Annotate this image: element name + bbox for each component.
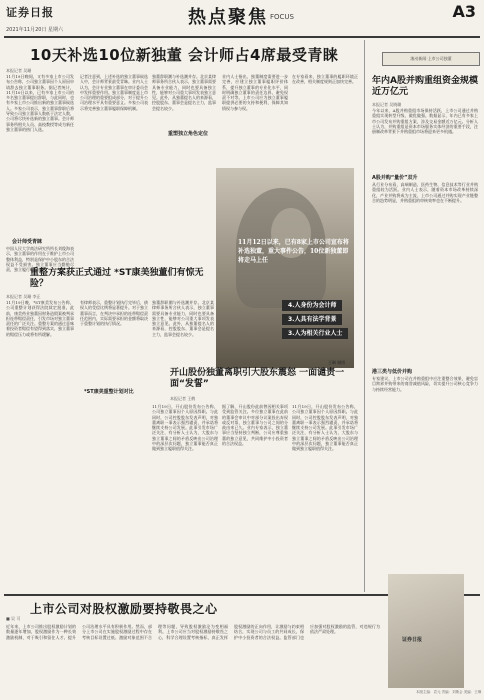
side-subhead-1: A股并购“量价”双升 xyxy=(372,175,418,181)
side-body-3: 专家建议，上市公司在并购重组中应注重整合效果，避免盲目跨界并购带来的商誉减值风险，切实提升公司核心竞争力与持续经营能力。 xyxy=(372,376,478,392)
photo-tag-2: 3.人具有法学背景 xyxy=(282,314,342,325)
main-body-col2: 记者注意到，上述补选的独立董事候选人中，会计师背景最受青睐。业内人士认为，会计专业独立董事在审计委员会中发挥重要作用。独立董事制度是上市公司治理的重要组成部分，对于提升公司治理水平具有重要意义。多家公司表示将完善独立董事履职保障机制。 xyxy=(80,74,148,111)
story2-byline: 本报记者 王鹤 xyxy=(170,396,196,401)
photo-tag-1: 4.人身份为会计师 xyxy=(282,300,342,311)
story2-body-3: 11月19日，开山股份发布公告称，公司独立董事因个人原因辞职。与此同时，公司控股股东发表声明，对独董离职一事表示强烈谴责，并承诺将继续支持公司发展。此事引发市场广泛关注，有分析人士认为，大股东与独立董事之间的矛盾反映出公司治理中的深层次问题，独立董事能否真正做到独立履职值得关注。 xyxy=(292,404,358,452)
newspaper-logo: 证券日报 xyxy=(6,6,54,19)
photo-caption: 11月12日以来，已有8家上市公司宣布将补选独董，重大事件公告，10位新独董即将走马上任 xyxy=(238,239,349,264)
story2-headline: 开山股份独董离职引大股东震怒 一面谴责一面“发誓” xyxy=(170,368,345,389)
main-byline: 本报记者 吴珊 xyxy=(6,68,32,73)
page-footer: 本版主编：袁元 责编：刘斯会 美编：王琳 xyxy=(416,690,482,694)
ad-label: 证券日报 xyxy=(402,637,423,643)
main-body-col4: 业内人士指出，独董制度需要进一步完善，应建立独立董事履职评价体系，提升独立董事的专业化水平，同时明确独立董事的责任边界，避免权责不对等。上市公司应为独立董事履职提供必要的支持和便利，保障其知情权与参与权。 xyxy=(222,74,288,111)
main-headline: 10天补选10位新独董 会计师占4席最受青睐 xyxy=(30,46,339,64)
story2-body: 11月19日，开山股份发布公告称，公司独立董事因个人原因辞职。与此同时，公司控股股东发表声明，对独董离职一事表示强烈谴责，并承诺将继续支持公司发展。此事引发市场广泛关注，有分析人士认为，大股东与独立董事之间的矛盾反映出公司治理中的深层次问题，独立董事能否真正做到独立履职值得关注。 xyxy=(152,404,218,452)
bottom-body: 近年来，上市公司推出股权激励计划的数量逐年增加，股权激励作为一种长效激励机制，对于吸引和留住人才、提升公司治理水平具有积极作用。然而，部分上市公司在实施股权激励过程中存在考核目标设置过低、激励对象范围不合理等问题，导致股权激励沦为变相福利。上市公司应当对股权激励持敬畏之心，科学合理设置考核指标，真正发挥股权激励的正向作用，让激励与约束相结合，实现公司与员工的共同成长，保护中小投资者的合法权益。监管部门也应加强对股权激励的监管，对违规行为依法严肃处理。 xyxy=(6,624,380,640)
photo-tag-3: 3.人为相关行业人士 xyxy=(282,328,348,339)
column-divider xyxy=(364,40,365,592)
side-subhead-2: 港三类与低价并购 xyxy=(372,369,413,375)
substory-body: 11月19日晚，*ST康美发布公告称，公司重整计划获得法院裁定批准。此前，康美药业独董因财务造假案被判承担连带赔偿责任，引发市场对独立董事责任的广泛关注。重整方案的通过意味着投资者赔偿有望得到落实，独立董事的赔偿压力或将有所缓解。 xyxy=(6,300,74,337)
masthead xyxy=(0,0,484,36)
side-label: 滚动新闻·上市公司独董 xyxy=(410,56,452,61)
main-subhead-2: 重塑独立角色定位 xyxy=(168,131,209,137)
main-subhead-1: 会计师受青睐 xyxy=(12,239,43,245)
main-body-col4b: 在专家看来，独立董事的履职环境正在改善，相关制度规则正加快完善。 xyxy=(292,74,358,85)
substory-minihead: *ST康美重整计划对比 xyxy=(84,389,134,395)
bottom-headline: 上市公司对股权激励要持敬畏之心 xyxy=(30,602,218,616)
story2-body-2: 据了解，开山股份此前曾因相关事项受到监管关注。多位独立董事在此前的董事会审议中对部分议案投出弃权或反对票，独立董事与公司之间的分歧由来已久。业内专家表示，独立董事应当坚持独立判断，公司应尊重独董的独立意见，共同维护中小投资者的合法权益。 xyxy=(222,404,288,447)
header-rule xyxy=(4,36,480,38)
substory-headline: 重整方案获正式通过 *ST康美独董们有惊无险？ xyxy=(30,268,204,289)
main-body-col1b: 中国人民大学商法研究所所长刘俊海表示，独立董事的作用在于维护上市公司整体利益，特别是保护中小股东的合法权益不受损害。独立董事应当勤勉尽责，独立履行职责。 xyxy=(6,246,74,273)
bottom-byline: ■ 吴 可 xyxy=(6,616,21,621)
side-byline: 本报记者 吴晓璐 xyxy=(372,102,402,107)
side-body-2: 从行业分布看，高端制造、医药生物、信息技术等行业并购重组较为活跃。业内人士表示，随着资本市场改革持续深化，产业并购将成为主流，上市公司通过并购实现产业链整合的趋势明显，并购重组的审核效率也在不断提升。 xyxy=(372,182,478,203)
substory-body-2: 有律师表示，重整计划执行完毕后，债权人的受偿比例将显著提升。对于独立董事而言，在判决中承担的连带赔偿责任范围内，实际需要承担的金额将取决于重整计划的执行情况。 xyxy=(80,300,148,327)
main-body-col3: 独董辞职潮与补选潮并存。北京某律师事务所合伙人表示，独立董事需要具备专业能力，同时也要具备独立性，能够对公司重大事项发表独立意见。此外，从独董提名人的来源看，控股股东、董事会是提名主力，监事会提名较少。 xyxy=(152,74,216,111)
bottom-ad xyxy=(388,574,464,688)
photo-credit: 王琳 制图 xyxy=(328,360,346,365)
substory-byline: 本报记者 吴珊 李正 xyxy=(6,294,41,299)
issue-date: 2021年11月20日 星期六 xyxy=(6,27,64,33)
substory-body-3: 独董辞职潮与补选潮并存。北京某律师事务所合伙人表示，独立董事需要具备专业能力，同时也要具备独立性，能够对公司重大事项发表独立意见。此外，从独董提名人的来源看，控股股东、董事会是提名主力，监事会提名较少。 xyxy=(152,300,214,337)
side-body: 今年以来，A股并购重组市场保持活跃，上市公司通过并购重组实现转型升级、做优做强。数据显示，年内已有多家上市公司发布并购重组方案，涉及交易金额近万亿元。分析人士认为，并购重组是资本市场服务实体经济的重要手段，注册制改革背景下并购重组市场将迎来更多机遇。 xyxy=(372,108,478,135)
side-label-box xyxy=(382,52,480,66)
section-title: 热点聚焦 xyxy=(188,7,268,28)
main-body-col1: 11月19日晚间，又有多家上市公司发布公告称，公司独立董事因个人原因申请辞去独立董事职务。据记者统计，11月10日以来，已有多家上市公司的多名独立董事提出辞职，与此同时，也有多家上市公司推出新的独立董事候选人。多家公司表示，独立董事辞职后将导致公司独立董事人数低于法定人数，公司将尽快补选新的独立董事。会计师事务所相关人员、高校教授等成为新任独立董事的热门人选。 xyxy=(6,74,74,132)
section-title-en: FOCUS xyxy=(270,13,294,21)
side-headline: 年内A股并购重组资金规模近万亿元 xyxy=(372,76,478,97)
page-number: A3 xyxy=(452,2,476,21)
